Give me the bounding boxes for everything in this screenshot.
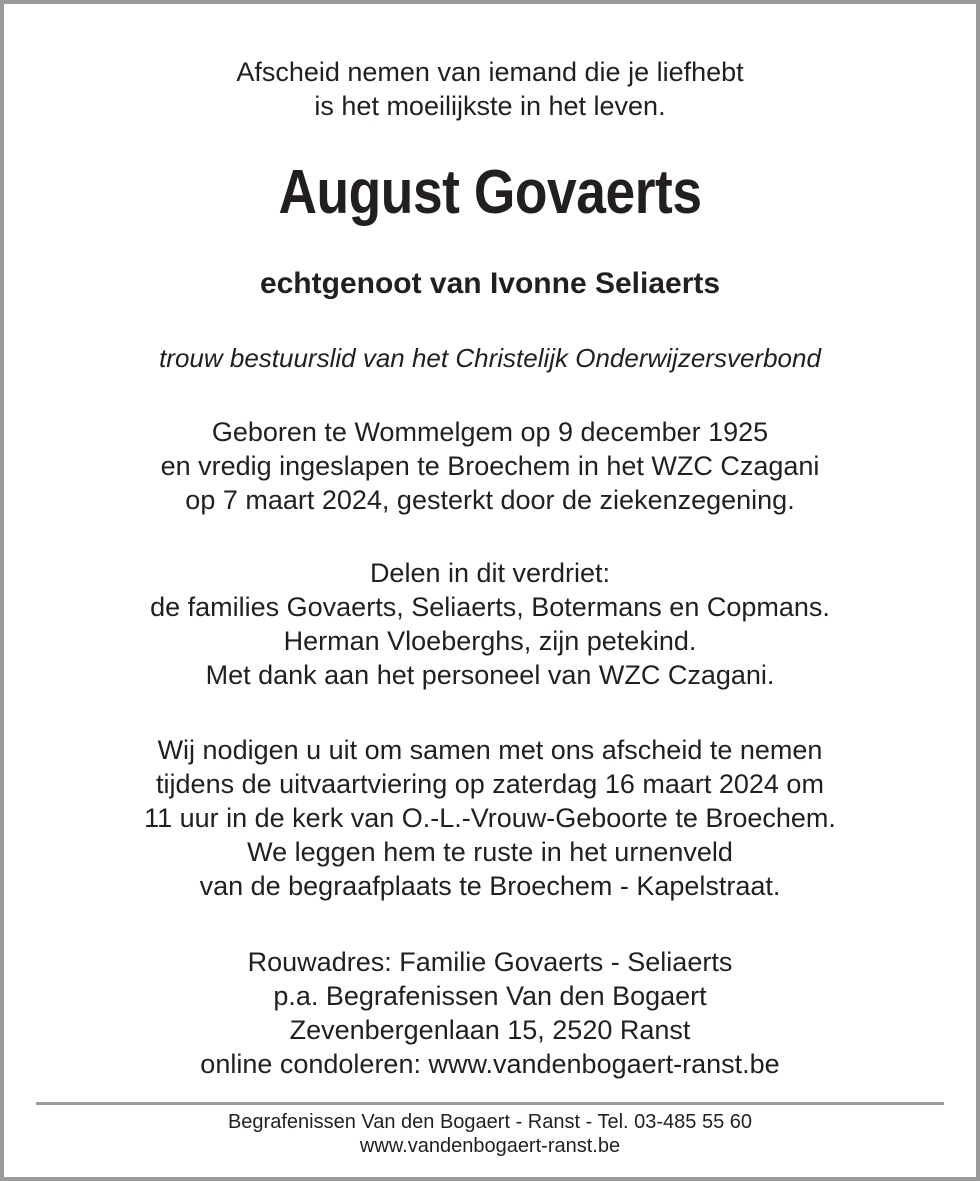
role-line xyxy=(0,341,980,375)
footer-contact: Begrafenissen Van den Bogaert - Ranst - Tel. 03-485 55 60 xyxy=(227,1111,753,1133)
address-block xyxy=(0,945,980,1081)
text-line: Delen in dit verdriet: xyxy=(369,558,611,588)
footer-website-link[interactable]: www.vandenbogaert-ranst.be xyxy=(359,1135,621,1157)
quote-line: Afscheid nemen van iemand die je liefhebt xyxy=(236,57,744,87)
footer xyxy=(0,1110,980,1158)
ceremony-block xyxy=(0,733,980,903)
text-line: Zevenbergenlaan 15, 2520 Ranst xyxy=(289,1015,691,1045)
role-text: trouw bestuurslid van het Christelijk Onderwijzersverbond xyxy=(159,343,821,373)
quote-line: is het moeilijkste in het leven. xyxy=(314,91,666,121)
text-line: Geboren te Wommelgem op 9 december 1925 xyxy=(211,417,769,447)
text-line: We leggen hem te ruste in het urnenveld xyxy=(247,837,733,867)
text-line: Met dank aan het personeel van WZC Czagani. xyxy=(205,660,775,690)
text-line: p.a. Begrafenissen Van den Bogaert xyxy=(273,981,707,1011)
text-line: tijdens de uitvaartviering op zaterdag 16 maart 2024 om xyxy=(156,769,824,799)
condolence-link[interactable]: online condoleren: www.vandenbogaert-ranst.be xyxy=(200,1049,780,1079)
text-line: en vredig ingeslapen te Broechem in het WZC Czagani xyxy=(160,451,820,481)
text-line: Rouwadres: Familie Govaerts - Seliaerts xyxy=(247,947,733,977)
spouse-line xyxy=(0,267,980,301)
text-line: de families Govaerts, Seliaerts, Botermans en Copmans. xyxy=(150,592,830,622)
text-line: op 7 maart 2024, gesterkt door de ziekenzegening. xyxy=(185,485,795,515)
deceased-name-text: August Govaerts xyxy=(278,158,702,227)
text-line: 11 uur in de kerk van O.-L.-Vrouw-Geboorte te Broechem. xyxy=(144,803,836,833)
opening-quote xyxy=(0,55,980,123)
mourners-block xyxy=(0,556,980,692)
spouse-text: echtgenoot van Ivonne Seliaerts xyxy=(259,267,721,300)
text-line: Herman Vloeberghs, zijn petekind. xyxy=(283,626,697,656)
footer-divider xyxy=(36,1102,944,1105)
text-line: Wij nodigen u uit om samen met ons afscheid te nemen xyxy=(157,735,823,765)
deceased-name xyxy=(0,155,980,231)
text-line: van de begraafplaats te Broechem - Kapelstraat. xyxy=(199,871,781,901)
birth-death-block xyxy=(0,415,980,517)
